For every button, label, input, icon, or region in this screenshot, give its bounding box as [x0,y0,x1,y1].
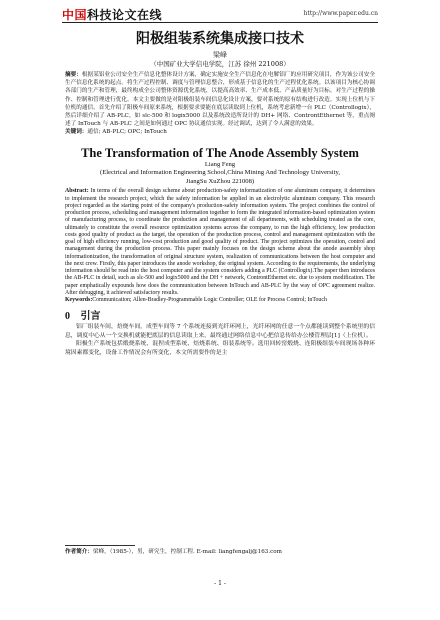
logo-red-text: 中国 [62,8,88,22]
cn-keywords-text: 通信; AB-PLC; OPC; InTouch [87,129,167,136]
section-heading [65,310,375,323]
page-number: - 1 - [214,580,226,587]
en-keywords [65,297,375,304]
intro-paragraph-1: 铝厂组装车间，焙烧车间，成型车间等 7 个系统连接到光纤环网上，光纤环网的任意一个点都能读到整个系统里的信息，调度中心从一个交换机就能把底层的信息读取上来，最终通过网络信息中心把信息传给办公楼管理层[1]（上位机）。 [65,324,375,339]
paper-content [65,30,375,357]
en-keywords-label: Keywords: [65,297,93,304]
cn-abstract [65,71,375,128]
cn-title: 阳极组装系统集成接口技术 [136,31,304,47]
en-keywords-text: Communication; Allen-Bradley-Programmable Logic Controller; OLE for Process Control; InTouch [92,297,327,304]
en-abstract-text: In terms of the overall design scheme about production-safety informatization of one aluminum company, it determines to implement the research project, which the safety information be applied in an electrolytic aluminum company. This research project regarded as the starting point of the company's production-safety information system. The project combines the control of production process, scheduling and management information together to form the integrated information-based optimization system of manufacturing process, to coordinate the production and management of all departments, with scheduling treated as the core, ultimately to constitute the overall resource optimization systems across the company, to run the high efficiency, low production costs good quality of product as the target, the operation of the production process, control and management optimization with the goal of high efficiency running, low-cost production and good quality of product. The project optimizes the operation, control and management during the production process. This paper mainly focuses on the design scheme about the anode assembly shop informationization, the transformation of original structure system, realization of communications between the host computer and the next crew. Firstly, this paper introduces the anode workshop, the original system. According to the requirements, the underlying information should be read into the host computer and the system considers adding a PLC (Controllogix).The paper then introduces the AB-PLC in detail, such as slc-500 and logix5000 and the DH + network, ControntEthernet etc. due to system modification. The paper emphatically expounds how does the communication between InTouch and AB-PLC by the way of OPC agreement realize. After debugging, it achieved satisfactory results. [65,188,375,296]
cn-affiliation: （中国矿业大学信电学院，江苏 徐州 221008） [150,60,290,68]
footnote-text: 梁峰，（1985-），男，研究生，控制工程. E-mail: liangfengalj@163.com [92,549,282,555]
cn-keywords [65,128,375,136]
section-number: 0 [65,311,70,323]
en-abstract-label: Abstract: [65,188,89,195]
author-footnote [65,548,375,556]
header-divider [62,22,378,23]
en-title: The Transformation of The Anode Assembly System [81,145,359,160]
page-header [0,0,440,22]
cn-abstract-text: 根据某铝业公司安全生产信息化整体设计方案，确定实施安全生产信息化在电解铝厂的应用研究项目，作为该公司安全生产信息化系统的起点。将生产过程控制、调度与管理信息整合，形成基于信息化的生产过程优化系统。以该项目为核心协调各部门的生产和管理，最终构成全公司整体资源优化系统，以提高高效率、生产成本低、产品质量好为目标。对生产过程的操作、控制和管理进行优化。本文主要做的是对阳极组装车间信息化设计方案，要对系统的原有结构进行改造。实现上位机与下位机的通信，首先介绍了阳极车间原来系统，根据要求要能在底层读取到上位机，系统考虑新增一台 PLC（Controllogix），然后详细介绍了 AB-PLC，如 slc-500 和 logix5000 以及系统改造所设计的 DH+ 网络、ControntEthernet 等，重点阐述了 InTouch 与 AB-PLC 之间是如何通过 OPC 协议通信实现。经过调试，达到了令人满意的效果。 [65,72,375,128]
intro-paragraph-2: 阳极生产系统包括煅烧系统、混捏成型系统、焙烧系统、组装系统等。选用回转窑煅烧、连阳极组装车间现场各种环境因素都变化，设备工作情况会有所变化，本文所需要作的是主 [65,341,375,356]
section-title: 引言 [80,311,101,323]
footnote-label: 作者简介： [65,549,93,555]
site-logo[interactable] [62,6,162,23]
en-author: Liang Feng [204,160,236,168]
en-affiliation-line1: (Electrical and Information Engineering School,China Mining And Technology University, [100,169,340,177]
logo-rest-text: 科技论文在线 [87,8,163,22]
cn-abstract-label: 摘要： [65,72,82,78]
cn-keywords-label: 关键词： [65,129,88,136]
cn-author: 梁峰 [213,51,227,59]
en-abstract [65,188,375,297]
site-url-link[interactable]: http://www.paper.edu.cn [303,10,378,17]
footnote-divider [65,545,135,546]
en-affiliation-line2: JiangSu XuZhou 221008) [185,177,255,185]
